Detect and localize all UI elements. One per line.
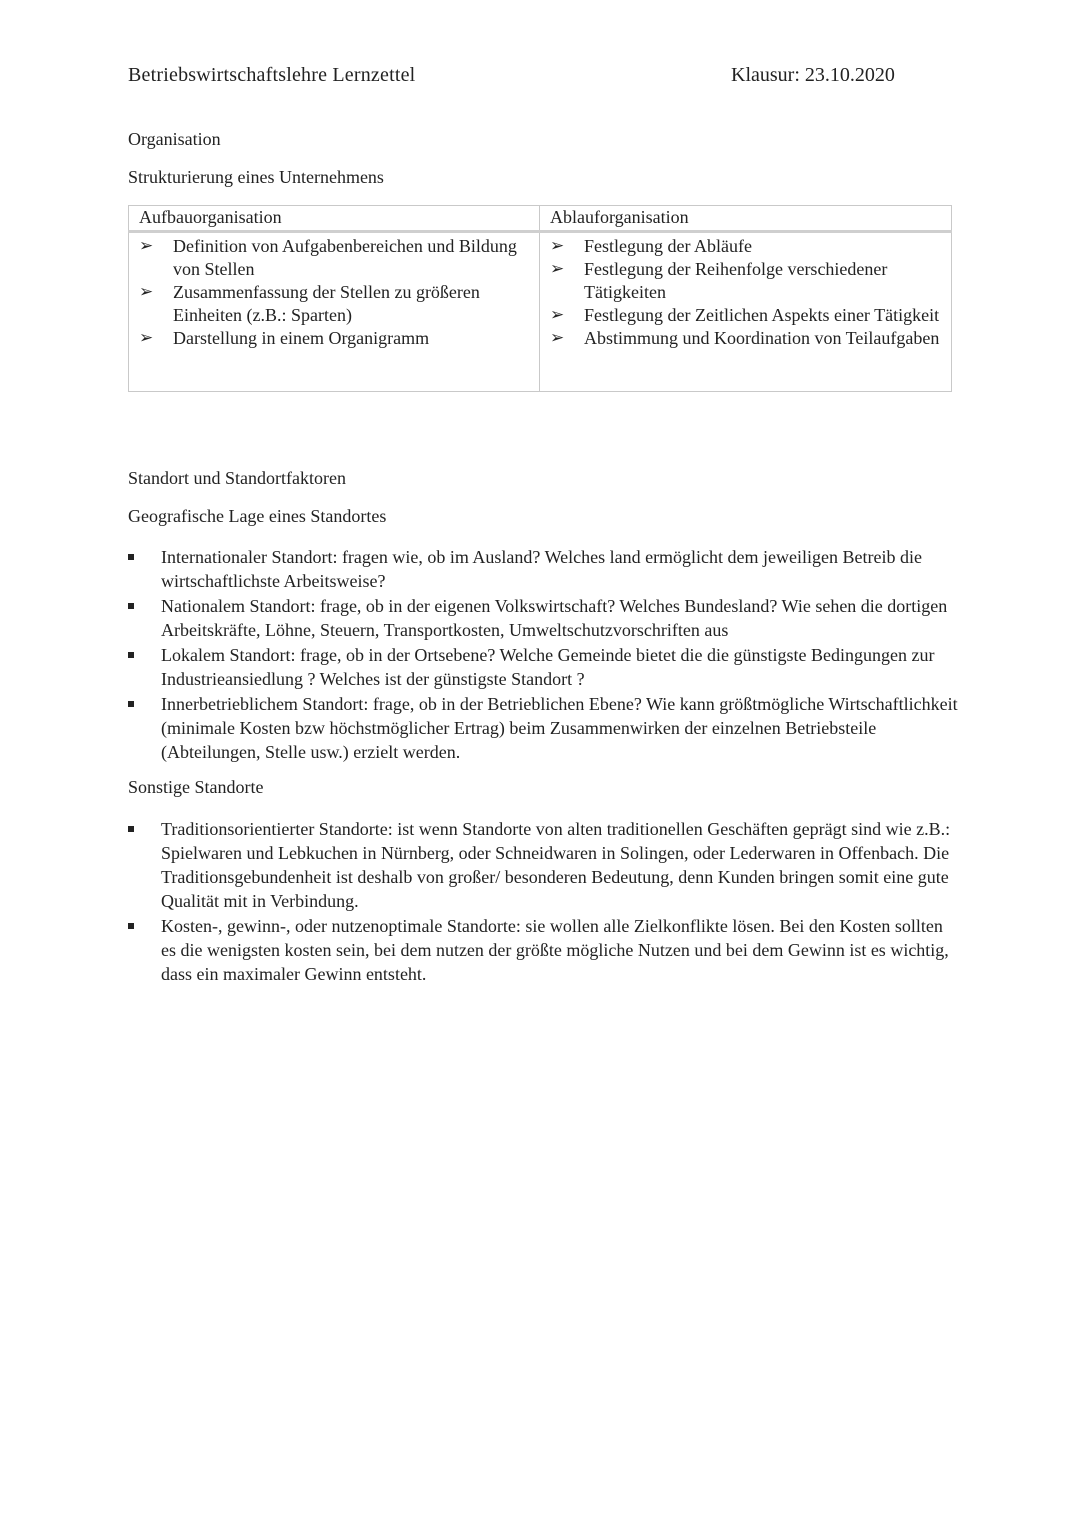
list-item: Lokalem Standort: frage, ob in der Ortsebene? Welche Gemeinde bietet die die günstigste Bedingungen zur Industrieansiedlung ? Welches ist der günstigste Standort ?: [128, 643, 958, 691]
list-item: Nationalem Standort: frage, ob in der eigenen Volkswirtschaft? Welches Bundesland? Wie sehen die dortigen Arbeitskräfte, Löhne, Steuern, Transportkosten, Umweltschutzvorschriften aus: [128, 594, 958, 642]
list-item: ➢ Abstimmung und Koordination von Teilaufgaben: [550, 328, 940, 348]
table-cell-ablauf: [540, 232, 952, 392]
table-cell-aufbau: [129, 232, 540, 392]
square-bullet-icon: [128, 701, 134, 707]
arrow-bullet-icon: ➢: [550, 305, 565, 325]
organisation-table: [128, 205, 952, 392]
arrow-bullet-icon: ➢: [139, 328, 154, 348]
square-bullet-icon: [128, 603, 134, 609]
document-title: Betriebswirtschaftslehre Lernzettel: [128, 64, 416, 86]
section-heading-organisation: Organisation: [128, 129, 221, 149]
aufbau-list: [139, 235, 539, 350]
subheading-geografische-lage: Geografische Lage eines Standortes: [128, 506, 387, 526]
sonstige-list: [128, 817, 958, 987]
square-bullet-icon: [128, 923, 134, 929]
list-item: ➢ Definition von Aufgabenbereichen und Bildung von Stellen: [139, 236, 517, 279]
square-bullet-icon: [128, 826, 134, 832]
list-item: ➢ Zusammenfassung der Stellen zu größeren Einheiten (z.B.: Sparten): [139, 282, 480, 325]
list-item: Innerbetrieblichem Standort: frage, ob in der Betrieblichen Ebene? Wie kann größtmögliche Wirtschaftlichkeit (minimale Kosten bzw höchstmöglicher Ertrag) beim Zusammenwirken der einzelnen Betriebsteile (Abteilungen, Stelle usw.) erzielt werden.: [128, 692, 958, 764]
section-heading-sonstige: Sonstige Standorte: [128, 777, 264, 797]
square-bullet-icon: [128, 652, 134, 658]
list-item: ➢ Festlegung der Abläufe: [550, 236, 752, 256]
list-item: Traditionsorientierter Standorte: ist wenn Standorte von alten traditionellen Geschäften geprägt sind wie z.B.: Spielwaren und Lebkuchen in Nürnberg, oder Schneidwaren in Solingen, oder Lederwaren in Offenbach. Die Traditionsgebundenheit ist deshalb von großer/ besonderen Bedeutung, denn Kunden bringen somit eine gute Qualität mit in Verbindung.: [128, 817, 958, 913]
standort-list: [128, 545, 958, 765]
arrow-bullet-icon: ➢: [550, 328, 565, 348]
square-bullet-icon: [128, 554, 134, 560]
list-item: ➢ Festlegung der Zeitlichen Aspekts einer Tätigkeit: [550, 305, 940, 325]
list-item: Internationaler Standort: fragen wie, ob im Ausland? Welches land ermöglicht dem jeweiligen Betreib die wirtschaftlichste Arbeitsweise?: [128, 545, 958, 593]
section-heading-standort: Standort und Standortfaktoren: [128, 468, 346, 488]
arrow-bullet-icon: ➢: [550, 259, 565, 279]
list-item: ➢ Darstellung in einem Organigramm: [139, 328, 430, 348]
arrow-bullet-icon: ➢: [550, 236, 565, 256]
exam-date: Klausur: 23.10.2020: [731, 64, 895, 86]
list-item: ➢ Festlegung der Reihenfolge verschiedener Tätigkeiten: [550, 259, 888, 302]
ablauf-list: [550, 235, 951, 350]
table-header-ablauf: Ablauforganisation: [540, 206, 952, 232]
table-header-aufbau: Aufbauorganisation: [129, 206, 540, 232]
arrow-bullet-icon: ➢: [139, 236, 154, 256]
subheading-strukturierung: Strukturierung eines Unternehmens: [128, 167, 384, 187]
arrow-bullet-icon: ➢: [139, 282, 154, 302]
list-item: Kosten-, gewinn-, oder nutzenoptimale Standorte: sie wollen alle Zielkonflikte lösen. Bei den Kosten sollten es die wenigsten kosten sein, bei dem nutzen der größte mögliche Nutzen und bei dem Gewinn ist es wichtig, dass ein maximaler Gewinn entsteht.: [128, 914, 958, 986]
